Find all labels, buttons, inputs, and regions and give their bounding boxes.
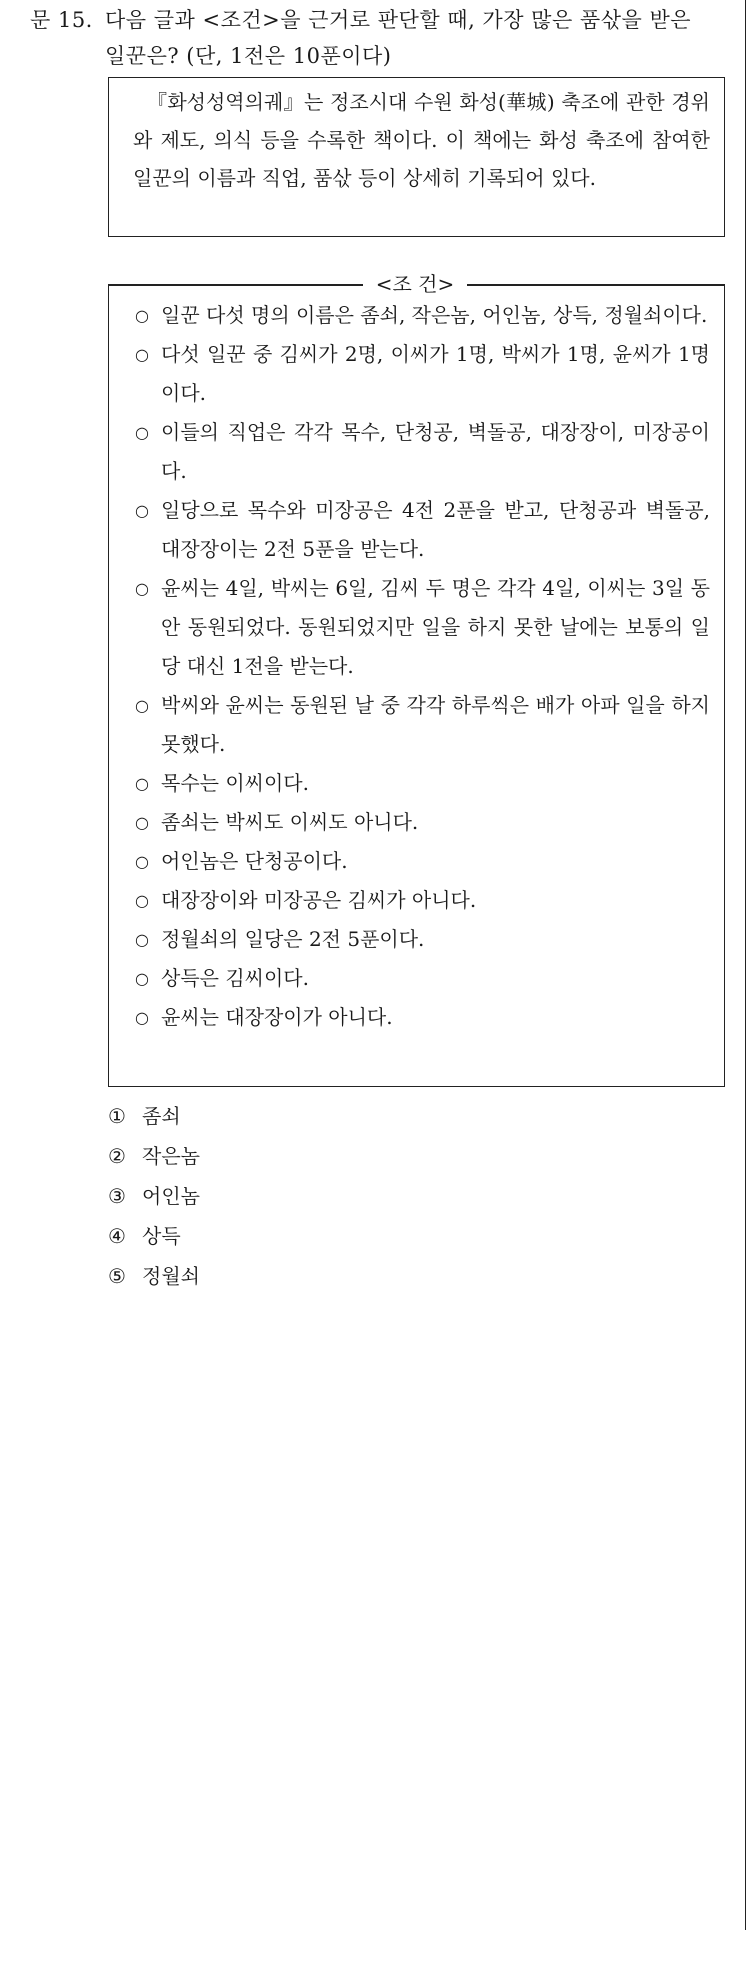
circle-bullet-icon: ○ xyxy=(135,345,149,364)
condition-text: 이들의 직업은 각각 목수, 단청공, 벽돌공, 대장장이, 미장공이다. xyxy=(161,420,710,483)
condition-text: 다섯 일꾼 중 김씨가 2명, 이씨가 1명, 박씨가 1명, 윤씨가 1명이다. xyxy=(161,342,710,405)
choice-number: ⑤ xyxy=(108,1264,126,1288)
circle-bullet-icon: ○ xyxy=(135,501,149,520)
condition-text: 목수는 이씨이다. xyxy=(161,771,309,795)
condition-text: 정월쇠의 일당은 2전 5푼이다. xyxy=(161,927,425,951)
condition-item xyxy=(109,686,724,764)
conditions-list xyxy=(109,296,724,1037)
circle-bullet-icon: ○ xyxy=(135,969,149,988)
circle-bullet-icon: ○ xyxy=(135,813,149,832)
condition-item xyxy=(109,413,724,491)
condition-item xyxy=(109,998,724,1037)
condition-text: 어인놈은 단청공이다. xyxy=(161,849,348,873)
condition-item xyxy=(109,881,724,920)
circle-bullet-icon: ○ xyxy=(135,852,149,871)
condition-text: 일당으로 목수와 미장공은 4전 2푼을 받고, 단청공과 벽돌공, 대장장이는 2전 5푼을 받는다. xyxy=(161,498,710,561)
choice-number: ④ xyxy=(108,1224,126,1248)
condition-item xyxy=(109,491,724,569)
conditions-top-border-right xyxy=(467,284,725,286)
choice-label: 작은놈 xyxy=(142,1144,200,1168)
condition-text: 일꾼 다섯 명의 이름은 좀쇠, 작은놈, 어인놈, 상득, 정월쇠이다. xyxy=(161,303,708,327)
answer-choice[interactable] xyxy=(108,1256,200,1296)
circle-bullet-icon: ○ xyxy=(135,930,149,949)
condition-item xyxy=(109,764,724,803)
answer-choice[interactable] xyxy=(108,1176,200,1216)
passage-text: 『화성성역의궤』는 정조시대 수원 화성(華城) 축조에 관한 경위와 제도, 의식 등을 수록한 책이다. 이 책에는 화성 축조에 참여한 일꾼의 이름과 직업, 품삯 등이 상세히 기록되어 있다. xyxy=(133,90,710,190)
conditions-box xyxy=(108,272,725,1087)
answer-choice[interactable] xyxy=(108,1096,200,1136)
choice-label: 좀쇠 xyxy=(142,1104,181,1128)
condition-text: 좀쇠는 박씨도 이씨도 아니다. xyxy=(161,810,419,834)
condition-item xyxy=(109,920,724,959)
condition-item xyxy=(109,296,724,335)
circle-bullet-icon: ○ xyxy=(135,306,149,325)
choice-number: ② xyxy=(108,1144,126,1168)
condition-item xyxy=(109,569,724,686)
circle-bullet-icon: ○ xyxy=(135,774,149,793)
condition-item xyxy=(109,842,724,881)
answer-choice[interactable] xyxy=(108,1136,200,1176)
condition-text: 박씨와 윤씨는 동원된 날 중 각각 하루씩은 배가 아파 일을 하지 못했다. xyxy=(161,693,710,756)
question-line-1 xyxy=(30,2,730,38)
choice-label: 상득 xyxy=(142,1224,181,1248)
circle-bullet-icon: ○ xyxy=(135,423,149,442)
question-text-2: 일꾼은? (단, 1전은 10푼이다) xyxy=(105,44,392,68)
answer-choice[interactable] xyxy=(108,1216,200,1256)
conditions-title: <조 건> xyxy=(365,269,465,299)
question-text-1: 다음 글과 <조건>을 근거로 판단할 때, 가장 많은 품삯을 받은 xyxy=(105,8,692,32)
right-column-rule xyxy=(745,0,746,1930)
circle-bullet-icon: ○ xyxy=(135,891,149,910)
choice-label: 어인놈 xyxy=(142,1184,200,1208)
choice-number: ③ xyxy=(108,1184,126,1208)
condition-text: 윤씨는 4일, 박씨는 6일, 김씨 두 명은 각각 4일, 이씨는 3일 동안 동원되었다. 동원되었지만 일을 하지 못한 날에는 보통의 일당 대신 1전을 받는다. xyxy=(161,576,710,678)
choice-number: ① xyxy=(108,1104,126,1128)
condition-text: 윤씨는 대장장이가 아니다. xyxy=(161,1005,393,1029)
question-number: 문 15. xyxy=(30,8,93,32)
condition-item xyxy=(109,335,724,413)
circle-bullet-icon: ○ xyxy=(135,579,149,598)
condition-item xyxy=(109,959,724,998)
condition-text: 대장장이와 미장공은 김씨가 아니다. xyxy=(161,888,477,912)
condition-text: 상득은 김씨이다. xyxy=(161,966,309,990)
circle-bullet-icon: ○ xyxy=(135,696,149,715)
choice-label: 정월쇠 xyxy=(142,1264,200,1288)
circle-bullet-icon: ○ xyxy=(135,1008,149,1027)
passage-box xyxy=(108,77,725,237)
question-stem xyxy=(30,2,730,74)
conditions-top-border-left xyxy=(108,284,363,286)
answer-choices xyxy=(108,1096,200,1296)
condition-item xyxy=(109,803,724,842)
